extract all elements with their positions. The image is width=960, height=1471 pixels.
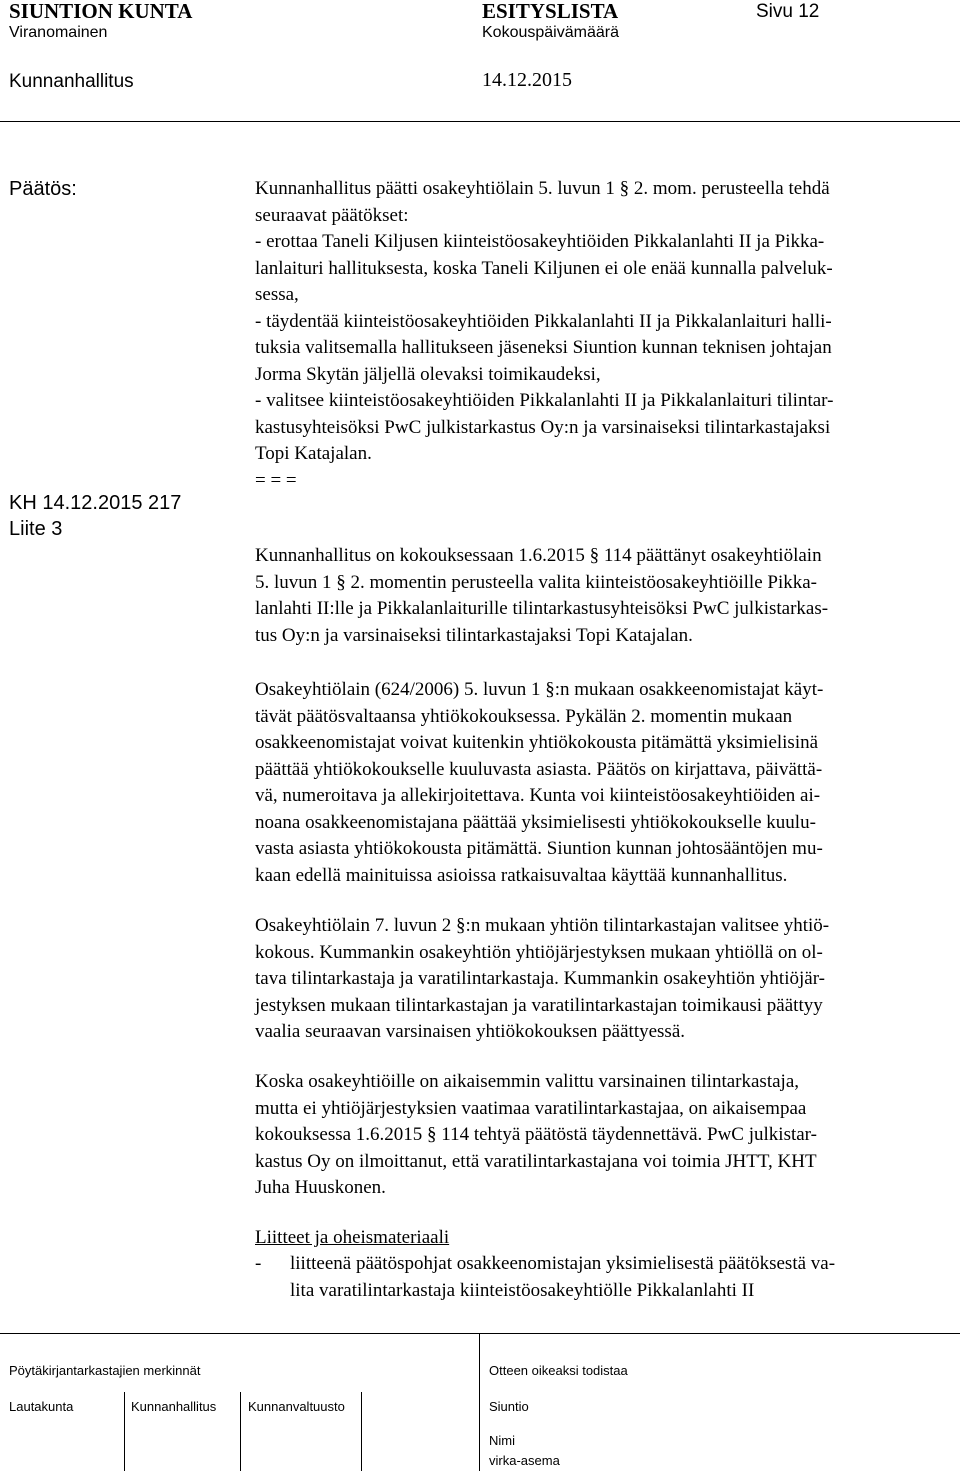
text-line: kastus Oy on ilmoittanut, että varatilintarkastajana voi toimia JHTT, KHT xyxy=(255,1150,817,1172)
text-line: kastusyhteisöksi PwC julkistarkastus Oy:n ja varsinaiseksi tilintarkastajaksi xyxy=(255,416,831,438)
text-line: noana osakkeenomistajana päättää yksimielisesti yhtiökokoukselle kuulu- xyxy=(255,811,816,833)
footer-name-label: Nimi xyxy=(489,1433,515,1448)
paragraph-previous-decision xyxy=(255,543,955,649)
document-type: ESITYSLISTA xyxy=(482,0,619,23)
footer-municipal-board: Kunnanhallitus xyxy=(131,1399,217,1414)
text-line: Osakeyhtiölain (624/2006) 5. luvun 1 §:n mukaan osakkeenomistajat käyt- xyxy=(255,679,824,700)
footer-board: Lautakunta xyxy=(9,1399,74,1414)
authority-label: Viranomainen xyxy=(9,24,108,41)
footer-divider xyxy=(124,1392,125,1471)
text-line: vä, numeroitava ja allekirjoitettava. Kunta voi kiinteistöosakeyhtiöiden ai- xyxy=(255,785,821,806)
footer-certified-label: Otteen oikeaksi todistaa xyxy=(489,1363,628,1378)
paragraph-shareholder-power xyxy=(255,677,955,889)
authority: Kunnanhallitus xyxy=(9,71,134,92)
attachment-item xyxy=(290,1251,955,1304)
text-line: - täydentää kiinteistöosakeyhtiöiden Pikkalanlahti II ja Pikkalanlaituri halli- xyxy=(255,310,832,332)
item-reference: KH 14.12.2015 217 xyxy=(9,492,182,514)
text-line: Osakeyhtiölain 7. luvun 2 §:n mukaan yhtiön tilintarkastajan valitsee yhtiö- xyxy=(255,915,830,936)
footer-checkers-label: Pöytäkirjantarkastajien merkinnät xyxy=(9,1363,201,1378)
decision-text xyxy=(255,176,955,494)
text-line: 5. luvun 1 § 2. momentin perusteella valita kiinteistöosakeyhtiöille Pikka- xyxy=(255,571,817,593)
text-line: lanlaituri hallituksesta, koska Taneli Kiljunen ei ole enää kunnalla palveluk- xyxy=(255,257,833,279)
text-line: vasta asiasta yhtiökokousta pitämättä. Siuntion kunnan johtosääntöjen mu- xyxy=(255,838,823,859)
decision-label: Päätös: xyxy=(9,178,77,200)
footer-title-label: virka-asema xyxy=(489,1453,560,1468)
text-line: Topi Katajalan. xyxy=(255,443,372,464)
text-line: tuksia valitsemalla hallitukseen jäseneksi Siuntion kunnan teknisen johtajan xyxy=(255,337,832,358)
municipality-name: SIUNTION KUNTA xyxy=(9,0,193,23)
attachment-dash: - xyxy=(255,1253,262,1274)
date-label: Kokouspäivämäärä xyxy=(482,24,619,41)
page-number: Sivu 12 xyxy=(756,1,820,22)
text-line: vaalia seuraavan varsinaisen yhtiökokouksen päättyessä. xyxy=(255,1021,685,1042)
text-line: tävät päätösvaltaansa yhtiökokouksessa. Pykälän 2. momentin mukaan xyxy=(255,705,793,727)
text-line: sessa, xyxy=(255,284,299,305)
paragraph-supplement xyxy=(255,1069,955,1202)
text-line: - erottaa Taneli Kiljusen kiinteistöosakeyhtiöiden Pikkalanlahti II ja Pikka- xyxy=(255,231,825,252)
text-line: seuraavat päätökset: xyxy=(255,204,409,226)
footer-place: Siuntio xyxy=(489,1399,529,1414)
text-line: mutta ei yhtiöjärjestyksien vaatimaa varatilintarkastajaa, on aikaisempaa xyxy=(255,1097,807,1119)
text-line: liitteenä päätöspohjat osakkeenomistajan yksimielisestä päätöksestä va- xyxy=(290,1253,836,1274)
text-line: lanlahti II:lle ja Pikkalanlaiturille tilintarkastusyhteisöksi PwC julkistarkas- xyxy=(255,598,829,619)
meeting-date: 14.12.2015 xyxy=(482,69,572,91)
footer-rule xyxy=(0,1333,960,1334)
attachments-heading: Liitteet ja oheismateriaali xyxy=(255,1227,450,1248)
text-line: tus Oy:n ja varsinaiseksi tilintarkastajaksi Topi Katajalan. xyxy=(255,624,693,646)
text-line: osakkeenomistajat voivat kuitenkin yhtiökokousta pitämättä yksimielisinä xyxy=(255,732,819,753)
text-line: Kunnanhallitus on kokouksessaan 1.6.2015 § 114 päättänyt osakeyhtiölain xyxy=(255,545,822,566)
attachment-label: Liite 3 xyxy=(9,518,63,540)
text-line: lita varatilintarkastaja kiinteistöosakeyhtiölle Pikkalanlahti II xyxy=(290,1279,755,1301)
text-line: kokous. Kummankin osakeyhtiön yhtiöjärjestyksen mukaan yhtiöllä on ol- xyxy=(255,941,823,963)
paragraph-auditor-selection xyxy=(255,913,955,1046)
text-line: - valitsee kiinteistöosakeyhtiöiden Pikkalanlahti II ja Pikkalanlaituri tilintar- xyxy=(255,390,834,411)
text-line: kaan edellä mainituissa asioissa ratkaisuvaltaa käyttää kunnanhallitus. xyxy=(255,864,788,886)
text-line: kokouksessa 1.6.2015 § 114 tehtyä päätöstä täydennettävä. PwC julkistar- xyxy=(255,1124,817,1145)
text-line: Juha Huuskonen. xyxy=(255,1177,386,1198)
footer-divider xyxy=(479,1334,480,1471)
text-line: jestyksen mukaan tilintarkastajan ja varatilintarkastajan toimikausi päättyy xyxy=(255,994,823,1016)
header-rule xyxy=(0,121,960,122)
footer-municipal-council: Kunnanvaltuusto xyxy=(248,1399,345,1414)
attachments-section xyxy=(255,1225,955,1252)
text-line: Kunnanhallitus päätti osakeyhtiölain 5. luvun 1 § 2. mom. perusteella tehdä xyxy=(255,178,830,199)
footer-divider xyxy=(240,1392,241,1471)
separator: = = = xyxy=(255,469,297,491)
text-line: tava tilintarkastaja ja varatilintarkastaja. Kummankin osakeyhtiön yhtiöjär- xyxy=(255,968,825,989)
text-line: päättää yhtiökokoukselle kuuluvasta asiasta. Päätös on kirjattava, päivättä- xyxy=(255,758,823,780)
footer-divider xyxy=(361,1392,362,1471)
text-line: Jorma Skytän jäljellä olevaksi toimikaudeksi, xyxy=(255,363,601,385)
text-line: Koska osakeyhtiöille on aikaisemmin valittu varsinainen tilintarkastaja, xyxy=(255,1071,800,1092)
